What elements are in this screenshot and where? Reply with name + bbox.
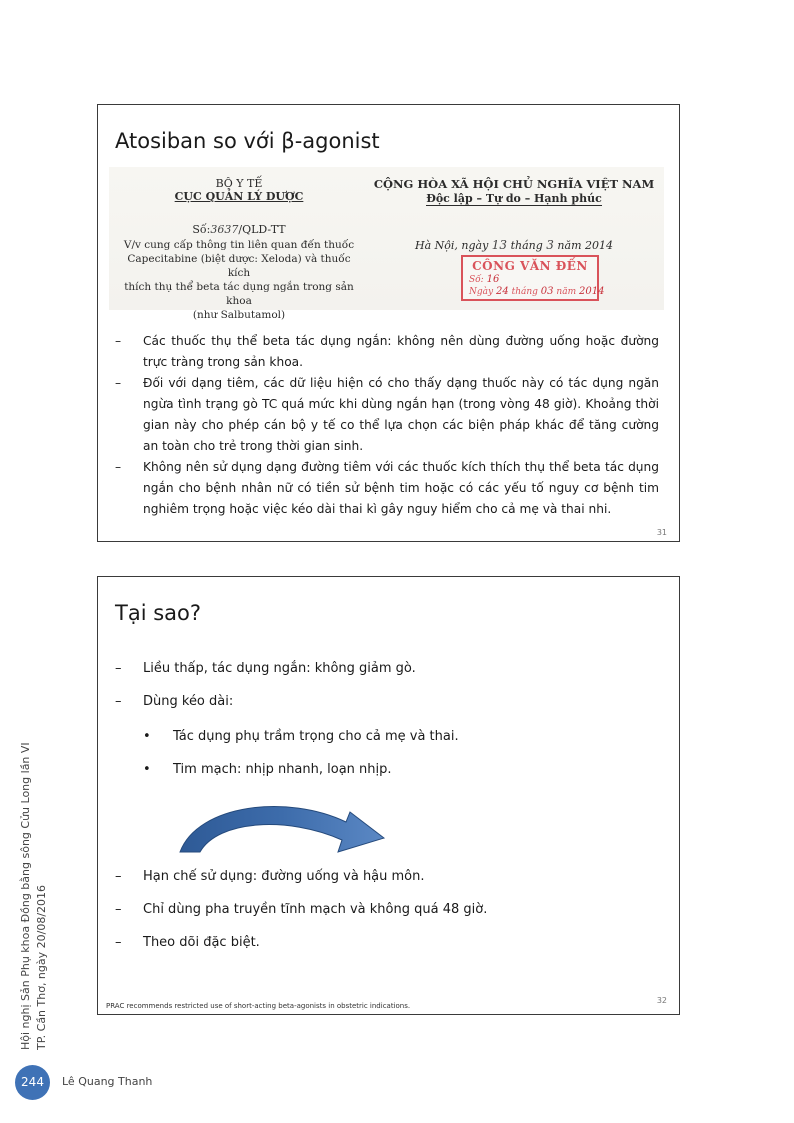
dash-icon: – [115,661,122,676]
dash-icon: – [115,902,122,917]
stamp-month-label: tháng [511,287,538,297]
list-item [115,902,487,917]
date-month: 3 [546,238,554,252]
slide-number: 31 [656,528,667,537]
curved-arrow-icon [178,794,388,854]
stamp-number-label: Số: [469,275,484,285]
date-prefix: Hà Nội, ngày [414,239,489,252]
list-item [115,331,659,373]
conference-place-date: TP. Cần Thơ, ngày 20/08/2016 [35,884,48,1050]
list-item-text: Hạn chế sử dụng: đường uống và hậu môn. [143,869,425,884]
stamp-day: 24 [495,286,509,297]
sub-list-item-text: Tim mạch: nhịp nhanh, loạn nhịp. [173,762,392,777]
list-item-text: Liều thấp, tác dụng ngắn: không giảm gò. [143,661,416,676]
stamp-date-label: Ngày [469,287,494,297]
list-item-text: Đối với dạng tiêm, các dữ liệu hiện có cho thấy dạng thuốc này có tác dụng ngăn ngừa tình trạng gò TC quá mức khi dùng ngắn hạn (trong vòng 48 giờ). Khoảng thời gian này cho phép cán bộ y tế co thể lựa chọn các biện pháp khác để tăng cường an toàn cho trẻ trong thời gian sinh. [143,376,659,453]
slide-number: 32 [656,996,667,1005]
bullet-dot-icon: • [143,729,151,744]
list-item-text: Chỉ dùng pha truyền tĩnh mạch và không quá 48 giờ. [143,902,488,917]
slide-32 [97,576,680,1015]
subject-line: V/v cung cấp thông tin liên quan đến thuốc [123,239,355,251]
dash-icon: – [115,694,122,709]
document-issuer [119,177,359,322]
conference-name: Hội nghị Sản Phụ khoa Đồng bằng sông Cửu Long lần VI [19,742,32,1050]
list-item-text: Theo dõi đặc biệt. [143,935,260,950]
list-item [115,935,260,950]
bullet-list [115,331,659,520]
list-item [115,869,425,884]
author-name: Lê Quang Thanh [62,1075,153,1088]
slide-footnote: PRAC recommends restricted use of short-acting beta-agonists in obstetric indications. [106,1002,411,1010]
list-item [115,457,659,520]
document-number-prefix: Số: [192,223,211,236]
document-number-handwritten: 3637 [210,223,239,236]
document-number [119,223,359,236]
ministry-name: BỘ Y TẾ [215,177,263,190]
subject-line: Capecitabine (biệt dược: Xeloda) và thuốc kích [127,253,351,279]
sub-list-item-text: Tác dụng phụ trầm trọng cho cả mẹ và thai. [173,729,459,744]
received-stamp [461,255,605,301]
department-name: CỤC QUẢN LÝ DƯỢC [174,190,304,203]
list-item [115,373,659,457]
stamp-month: 03 [540,286,554,297]
slide-31 [97,104,680,542]
country-name: CỘNG HÒA XÃ HỘI CHỦ NGHĨA VIỆT NAM [373,177,655,191]
document-country-header [369,177,659,252]
date-year: năm 2014 [557,239,613,252]
country-motto: Độc lập – Tự do – Hạnh phúc [426,192,602,205]
dash-icon: – [115,376,122,390]
list-item-text: Các thuốc thụ thể beta tác dụng ngắn: không nên dùng đường uống hoặc đường trực tràng trong sản khoa. [143,334,659,369]
stamp-year: 2014 [578,286,605,297]
dash-icon: – [115,935,122,950]
sub-list-item [143,762,392,777]
slide-title: Atosiban so với β-agonist [115,129,380,153]
document-subject [119,238,359,322]
list-item [115,694,233,709]
stamp-date [463,286,605,297]
dash-icon: – [115,334,122,348]
sub-list-item [143,729,459,744]
stamp-title: CÔNG VĂN ĐẾN [472,259,588,273]
page-number-badge: 244 [15,1065,50,1100]
official-document-image [109,167,664,321]
list-item-text: Không nên sử dụng dạng đường tiêm với các thuốc kích thích thụ thể beta tác dụng ngắn cho bệnh nhân nữ có tiền sử bệnh tim hoặc có các yếu tố nguy cơ bệnh tim nghiêm trọng hoặc việc kéo dài thai kì gây nguy hiểm cho cả mẹ và thai nhi. [143,460,659,516]
date-month-label: tháng [510,239,543,252]
document-number-suffix: /QLD-TT [238,223,286,236]
dash-icon: – [115,869,122,884]
stamp-year-label: năm [556,287,577,297]
dash-icon: – [115,460,122,474]
bullet-dot-icon: • [143,762,151,777]
stamp-number-value: 16 [486,274,500,285]
stamp-number [463,274,597,285]
subject-line: (như Salbutamol) [192,309,286,321]
slide-title: Tại sao? [115,601,202,625]
date-day: 13 [491,238,508,252]
subject-line: thích thụ thể beta tác dụng ngắn trong sản khoa [124,281,354,307]
conference-sidebar [18,742,50,1050]
document-date [369,238,659,252]
list-item-text: Dùng kéo dài: [143,694,234,709]
list-item [115,661,416,676]
